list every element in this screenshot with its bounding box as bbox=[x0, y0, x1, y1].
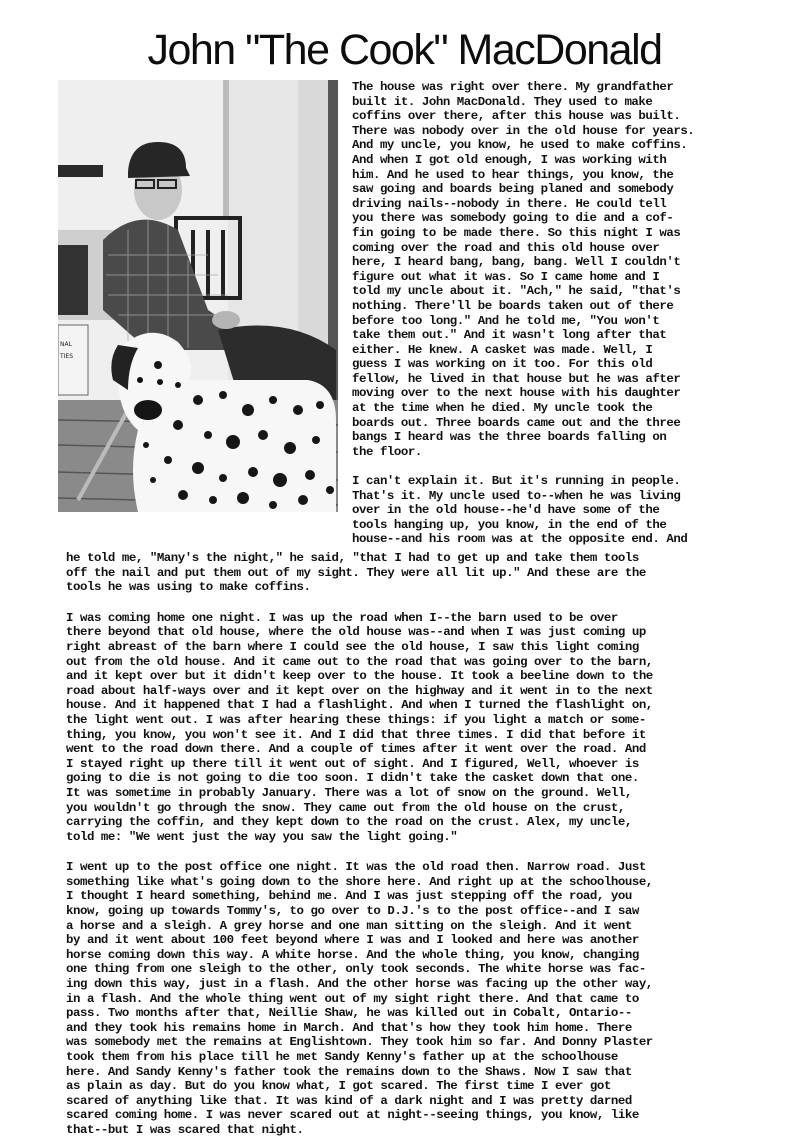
text-line: that--but I was scared that night. bbox=[66, 1122, 304, 1137]
paragraph-break bbox=[352, 459, 694, 474]
text-line: That's it. My uncle used to--when he was living bbox=[352, 488, 681, 503]
text-line: going to die is not going to die too soon. I didn't take the casket down that one. bbox=[66, 771, 639, 786]
text-line: him. And he used to hear things, you know, the bbox=[352, 167, 674, 182]
text-line: there beyond that old house, where the old house was--and when I was just coming up bbox=[66, 625, 646, 640]
article-paragraph-2 bbox=[0, 611, 809, 845]
text-line: took them from his place till he met Sandy Kenny's father up at the schoolhouse bbox=[66, 1050, 618, 1064]
article-paragraph-1-continued bbox=[0, 551, 809, 595]
text-line: coffins over there, after this house was built. bbox=[352, 109, 681, 124]
text-line: driving nails--nobody in there. He could tell bbox=[352, 196, 667, 211]
text-line: figure out what it was. So I came home and I bbox=[352, 269, 660, 284]
text-line: and they took his remains home in March. And that's how they took him home. There bbox=[66, 1020, 632, 1035]
text-line: The house was right over there. My grandfather bbox=[352, 80, 674, 94]
text-line: out from the old house. And it came out to the road that was going over to the barn, bbox=[66, 654, 653, 669]
text-line: at the time when he died. My uncle took the bbox=[352, 401, 653, 416]
text-line: And my uncle, you know, he used to make coffins. bbox=[352, 138, 688, 153]
text-line: pass. Two months after that, Neillie Shaw, he was killed out in Cobalt, Ontario-- bbox=[66, 1006, 632, 1021]
text-line: told my uncle about it. "Ach," he said, "that's bbox=[352, 284, 681, 299]
text-line: as plain as day. But do you know what, I got scared. The first time I ever got bbox=[66, 1079, 611, 1094]
text-line: tools hanging up, you know, in the end of the bbox=[352, 517, 667, 532]
text-line: a horse and a sleigh. A grey horse and one man sitting on the sleigh. And it went bbox=[66, 918, 632, 933]
top-row bbox=[0, 80, 809, 547]
text-line: something like what's going down to the shore here. And right up at the schoolhouse, bbox=[66, 874, 653, 889]
text-line: guess I was working on it too. For this old bbox=[352, 357, 653, 372]
text-line: It was sometime in probably January. There was a lot of snow on the ground. Well, bbox=[66, 785, 632, 800]
text-line: one thing from one sleigh to the other, only took seconds. The white horse was fac- bbox=[66, 962, 646, 977]
text-line: I went up to the post office one night. It was the old road then. Narrow road. Just bbox=[66, 860, 646, 875]
text-line: you there was somebody going to die and a cof- bbox=[352, 211, 674, 226]
text-line: coming over the road and this old house over bbox=[352, 240, 660, 255]
text-line: I can't explain it. But it's running in people. bbox=[352, 474, 681, 489]
text-line: went to the road down there. And a couple of times after it went over the road. And bbox=[66, 742, 646, 757]
box-label-line2: TIES bbox=[60, 353, 74, 360]
text-line: saw going and boards being planed and somebody bbox=[352, 182, 674, 197]
text-line: in a flash. And the whole thing went out of my sight right there. And that came to bbox=[66, 991, 639, 1006]
text-line: here, I heard bang, bang, bang. Well I couldn't bbox=[352, 255, 681, 270]
text-line: I thought I heard something, behind me. And I was just stepping off the road, you bbox=[66, 889, 632, 904]
text-line: and it kept over but it didn't keep over to the house. It took a beeline down to the bbox=[66, 669, 653, 684]
photo-man-with-dalmatian bbox=[58, 80, 338, 512]
text-line: ing down this way, just in a flash. And the other horse was facing up the other way, bbox=[66, 977, 653, 992]
text-line: before too long." And he told me, "You won't bbox=[352, 313, 660, 328]
text-line: nothing. There'll be boards taken out of there bbox=[352, 298, 674, 313]
text-line: I stayed right up there till it went out of sight. And I figured, Well, whoever is bbox=[66, 756, 639, 771]
text-line: horse coming down this way. A white horse. And the whole thing, you know, changing bbox=[66, 947, 639, 962]
text-line: either. He knew. A casket was made. Well, I bbox=[352, 342, 653, 357]
text-line: I was coming home one night. I was up the road when I--the barn used to be over bbox=[66, 610, 618, 625]
page-title: John "The Cook" MacDonald bbox=[147, 26, 662, 74]
text-line: the floor. bbox=[352, 444, 422, 459]
text-line: told me: "We went just the way you saw the light going." bbox=[66, 829, 458, 844]
text-line: There was nobody over in the old house for years. bbox=[352, 123, 695, 138]
box-label-line1: NAL bbox=[60, 341, 72, 348]
text-line: he told me, "Many's the night," he said, "that I had to get up and take them tools bbox=[66, 551, 639, 565]
article-paragraph-1-column bbox=[352, 80, 694, 547]
text-line: scared coming home. I was never scared out at night--seeing things, you know, like bbox=[66, 1108, 639, 1123]
text-line: boards out. Three boards came out and the three bbox=[352, 415, 681, 430]
text-line: off the nail and put them out of my sight. They were all lit up." And these are the bbox=[66, 565, 646, 580]
text-line: right abreast of the barn where I could see the old house, I saw this light coming bbox=[66, 639, 639, 654]
text-line: fellow, he lived in that house but he was after bbox=[352, 371, 681, 386]
text-line: house--and his room was at the opposite end. And bbox=[352, 532, 688, 547]
text-line: fin going to be made there. So this night I was bbox=[352, 225, 681, 240]
text-line: moving over to the next house with his daughter bbox=[352, 386, 681, 401]
text-line: take them out." And it wasn't long after that bbox=[352, 328, 667, 343]
text-line: thing, you know, you won't see it. And I did that three times. I did that before it bbox=[66, 727, 646, 742]
text-line: house. And it happened that I had a flashlight. And when I turned the flashlight on, bbox=[66, 698, 653, 713]
text-line: you wouldn't go through the snow. They came out from the old house on the crust, bbox=[66, 800, 625, 815]
text-line: built it. John MacDonald. They used to make bbox=[352, 94, 653, 109]
photograph bbox=[58, 80, 338, 512]
text-line: by and it went about 100 feet beyond where I was and I looked and here was another bbox=[66, 933, 639, 948]
article-paragraph-3 bbox=[0, 860, 809, 1137]
text-line: over in the old house--he'd have some of the bbox=[352, 503, 660, 518]
text-line: here. And Sandy Kenny's father took the remains down to the Shaws. Now I saw that bbox=[66, 1064, 632, 1079]
text-line: bangs I heard was the three boards falling on bbox=[352, 430, 667, 445]
text-line: And when I got old enough, I was working with bbox=[352, 152, 667, 167]
text-line: tools he was using to make coffins. bbox=[66, 580, 311, 595]
text-line: was somebody met the remains at Englishtown. They took him so far. And Donny Plaster bbox=[66, 1035, 653, 1050]
text-line: the light went out. I was after hearing these things: if you light a match or some- bbox=[66, 712, 646, 727]
text-line: know, going up towards Tommy's, to go over to D.J.'s to the post office--and I saw bbox=[66, 904, 639, 919]
text-line: road about half-ways over and it kept over on the highway and it went in to the next bbox=[66, 683, 653, 698]
text-line: carrying the coffin, and they kept down to the road on the crust. Alex, my uncle, bbox=[66, 815, 632, 830]
text-line: scared of anything like that. It was kind of a dark night and I was pretty darned bbox=[66, 1093, 632, 1108]
